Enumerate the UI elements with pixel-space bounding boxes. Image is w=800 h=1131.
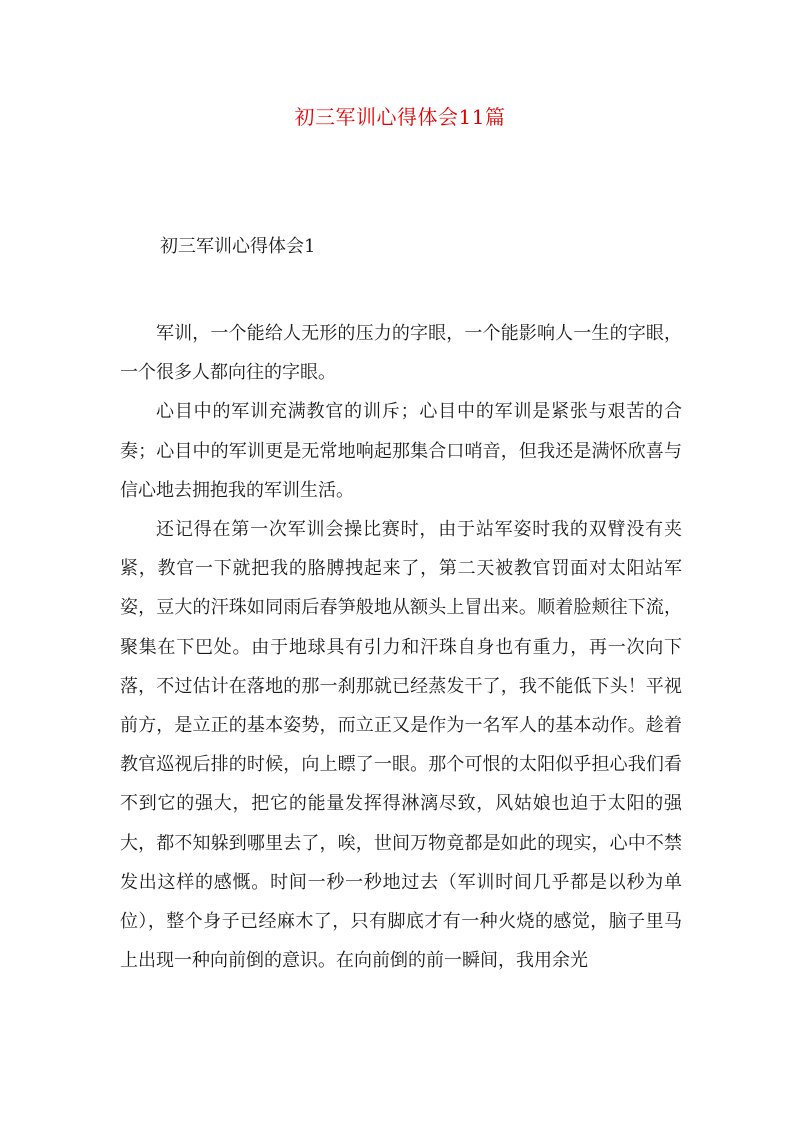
paragraph: 军训，一个能给人无形的压力的字眼，一个能影响人一生的字眼，一个很多人都向往的字眼。 — [120, 323, 682, 384]
document-body — [120, 314, 682, 980]
section-heading: 初三军训心得体会1 — [160, 236, 316, 257]
paragraph: 还记得在第一次军训会操比赛时，由于站军姿时我的双臂没有夹紧，教官一下就把我的胳膊拽起来了，第二天被教官罚面对太阳站军姿，豆大的汗珠如同雨后春笋般地从额头上冒出来。顺着脸颊往下流，聚集在下巴处。由于地球具有引力和汗珠自身也有重力，再一次向下落，不过估计在落地的那一刹那就已经蒸发干了，我不能低下头！平视前方，是立正的基本姿势，而立正又是作为一名军人的基本动作。趁着教官巡视后排的时候，向上瞟了一眼。那个可恨的太阳似乎担心我们看不到它的强大，把它的能量发挥得淋漓尽致，风姑娘也迫于太阳的强大，都不知躲到哪里去了，唉，世间万物竟都是如此的现实，心中不禁发出这样的感慨。时间一秒一秒地过去（军训时间几乎都是以秒为单位），整个身子已经麻木了，只有脚底才有一种火烧的感觉，脑子里马上出现一种向前倒的意识。在向前倒的前一瞬间，我用余光 — [120, 519, 682, 972]
document-title: 初三军训心得体会11篇 — [294, 105, 506, 129]
paragraph: 心目中的军训充满教官的训斥；心目中的军训是紧张与艰苦的合奏；心目中的军训更是无常地响起那集合口哨音，但我还是满怀欣喜与信心地去拥抱我的军训生活。 — [120, 401, 682, 501]
